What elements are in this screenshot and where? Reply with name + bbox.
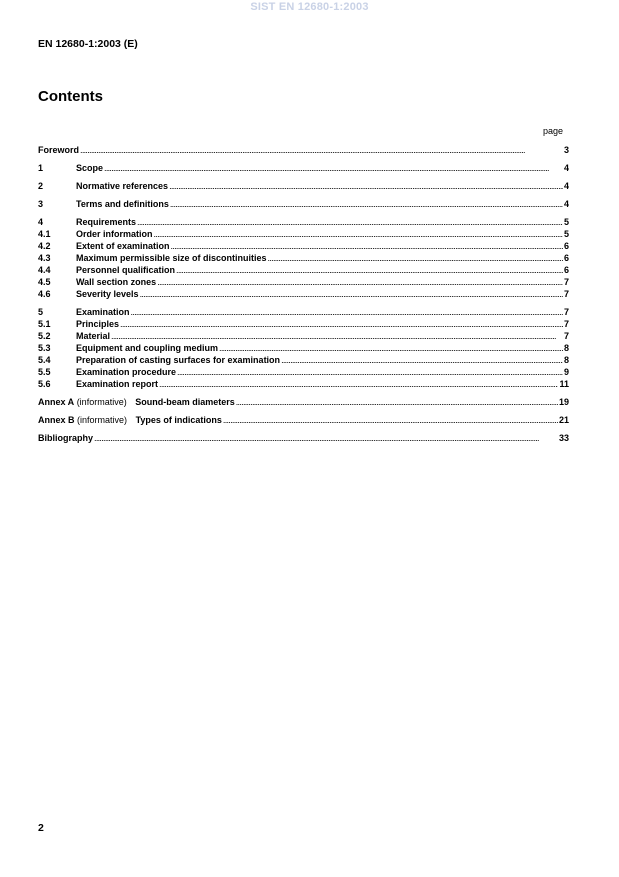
toc-entry-equipment-and-coupling[interactable] (38, 342, 569, 354)
toc-entry-title: Examination (76, 307, 130, 317)
toc-page-number: 6 (563, 253, 569, 263)
watermark: SIST EN 12680-1:2003 (250, 1, 369, 13)
toc-entry-requirements[interactable] (38, 216, 569, 228)
toc-page-number: 4 (563, 199, 569, 209)
toc-entry-title: Maximum permissible size of discontinuities (76, 253, 267, 263)
toc-entry-title: Foreword (38, 145, 80, 155)
toc-page-number: 7 (563, 307, 569, 317)
toc-page-number: 4 (563, 163, 569, 173)
toc-entry-severity-levels[interactable] (38, 288, 569, 300)
dot-leader (236, 396, 558, 408)
toc-entry-title: Normative references (76, 181, 169, 191)
page-number: 2 (38, 822, 44, 834)
dot-leader (176, 264, 563, 276)
dot-leader (219, 342, 563, 354)
toc-section-number: 4.6 (38, 289, 51, 299)
toc-entry-title: Examination procedure (76, 367, 177, 377)
dot-leader (154, 228, 563, 240)
toc-entry-extent-of-examination[interactable] (38, 240, 569, 252)
annex-type: (informative) (76, 397, 127, 407)
toc-entry-annex-b[interactable] (38, 414, 569, 426)
toc-entry-terms-and-definitions[interactable] (38, 198, 569, 210)
dot-leader (171, 240, 563, 252)
dot-leader (80, 144, 563, 156)
toc-entry-title: Terms and definitions (76, 199, 169, 209)
dot-leader (104, 162, 563, 174)
toc-page-number: 3 (563, 145, 569, 155)
toc-entry-title: Equipment and coupling medium (76, 343, 219, 353)
toc-section-number: 4.1 (38, 229, 51, 239)
annex-title: Types of indications (135, 415, 222, 425)
toc-section-number: 4 (38, 217, 44, 227)
toc-page-number: 6 (563, 241, 569, 251)
toc-page-number: 33 (558, 433, 569, 443)
toc-section-number: 5.1 (38, 319, 51, 329)
toc-page-number: 7 (563, 277, 569, 287)
toc-entry-title: Severity levels (76, 289, 139, 299)
toc-page-number: 7 (563, 331, 569, 341)
toc-entry-title: Preparation of casting surfaces for examination (76, 355, 281, 365)
page-column-label: page (543, 126, 564, 136)
toc-section-number: 5.6 (38, 379, 51, 389)
toc-page-number: 7 (563, 289, 569, 299)
toc-entry-principles[interactable] (38, 318, 569, 330)
toc-section-number: 1 (38, 163, 44, 173)
toc-entry-scope[interactable] (38, 162, 569, 174)
annex-label: Annex B (38, 415, 75, 425)
toc-page-number: 6 (563, 265, 569, 275)
toc-entry-preparation-of-surfaces[interactable] (38, 354, 569, 366)
toc-entry-wall-section-zones[interactable] (38, 276, 569, 288)
toc-entry-title: Bibliography (38, 433, 94, 443)
document-id: EN 12680-1:2003 (E) (38, 38, 138, 50)
toc-entry-examination-report[interactable] (38, 378, 569, 390)
toc-entry-title: Principles (76, 319, 120, 329)
toc-page-number: 5 (563, 229, 569, 239)
toc-page-number: 9 (563, 367, 569, 377)
toc-entry-normative-references[interactable] (38, 180, 569, 192)
toc-page-number: 11 (559, 379, 569, 389)
toc-entry-title: Requirements (76, 217, 137, 227)
toc-section-number: 3 (38, 199, 44, 209)
toc-entry-title: Scope (76, 163, 104, 173)
toc-section-number: 5.4 (38, 355, 51, 365)
toc-entry-material[interactable] (38, 330, 569, 342)
toc-entry-title (38, 414, 222, 426)
annex-title: Sound-beam diameters (135, 397, 235, 407)
toc-page-number: 8 (563, 343, 569, 353)
table-of-contents (38, 144, 569, 444)
toc-entry-foreword[interactable] (38, 144, 569, 156)
toc-entry-title: Personnel qualification (76, 265, 176, 275)
toc-section-number: 4.3 (38, 253, 51, 263)
dot-leader (268, 252, 563, 264)
dot-leader (169, 180, 563, 192)
annex-label: Annex A (38, 397, 75, 407)
toc-entry-examination-procedure[interactable] (38, 366, 569, 378)
toc-page-number: 5 (563, 217, 569, 227)
toc-entry-bibliography[interactable] (38, 432, 569, 444)
dot-leader (137, 216, 563, 228)
dot-leader (159, 378, 558, 390)
toc-entry-title: Material (76, 331, 111, 341)
toc-entry-maximum-permissible-size[interactable] (38, 252, 569, 264)
dot-leader (120, 318, 563, 330)
dot-leader (131, 306, 563, 318)
dot-leader (170, 198, 563, 210)
toc-section-number: 4.2 (38, 241, 51, 251)
toc-section-number: 4.4 (38, 265, 51, 275)
toc-page-number: 4 (563, 181, 569, 191)
dot-leader (177, 366, 563, 378)
toc-section-number: 5.3 (38, 343, 51, 353)
toc-entry-personnel-qualification[interactable] (38, 264, 569, 276)
annex-type: (informative) (77, 415, 128, 425)
toc-entry-examination[interactable] (38, 306, 569, 318)
toc-section-number: 5.5 (38, 367, 51, 377)
toc-entry-annex-a[interactable] (38, 396, 569, 408)
dot-leader (94, 432, 558, 444)
toc-section-number: 2 (38, 181, 44, 191)
toc-section-number: 5 (38, 307, 44, 317)
toc-entry-title: Wall section zones (76, 277, 157, 287)
toc-page-number: 8 (563, 355, 569, 365)
dot-leader (157, 276, 563, 288)
toc-section-number: 5.2 (38, 331, 51, 341)
dot-leader (111, 330, 563, 342)
toc-entry-title: Extent of examination (76, 241, 170, 251)
toc-page-number: 21 (558, 415, 569, 425)
toc-section-number: 4.5 (38, 277, 51, 287)
toc-entry-title: Order information (76, 229, 153, 239)
toc-page-number: 7 (563, 319, 569, 329)
page-title: Contents (38, 88, 103, 105)
toc-entry-title (38, 396, 235, 408)
toc-entry-title: Examination report (76, 379, 159, 389)
dot-leader (281, 354, 563, 366)
toc-entry-order-information[interactable] (38, 228, 569, 240)
dot-leader (223, 414, 558, 426)
toc-page-number: 19 (558, 397, 569, 407)
dot-leader (140, 288, 563, 300)
